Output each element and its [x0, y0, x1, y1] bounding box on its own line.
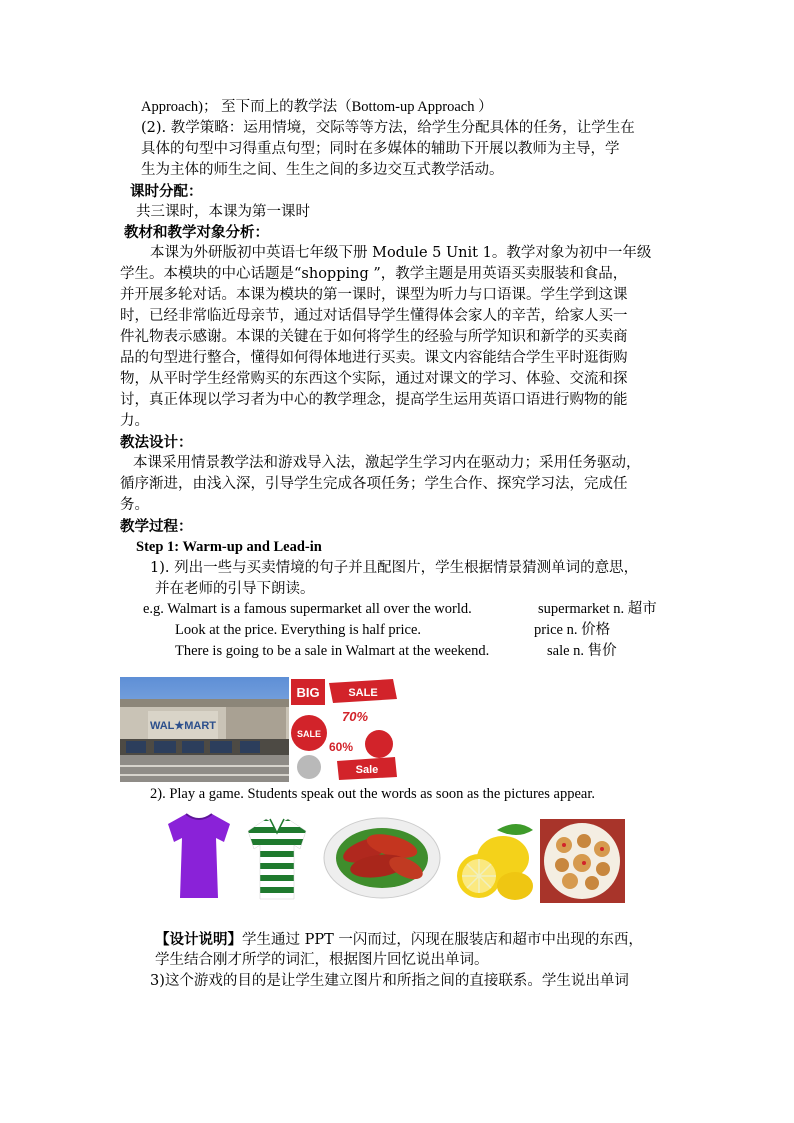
paragraph-line: 务。 — [120, 497, 149, 513]
example-word: supermarket n. 超市 — [538, 601, 657, 617]
cookies-image — [540, 819, 625, 903]
sausages-image — [322, 806, 443, 902]
lemons-image — [451, 818, 536, 903]
text-line: 2). Play a game. Students speak out the words as soon as the pictures appear. — [150, 786, 595, 802]
walmart-store-image — [120, 677, 289, 782]
example-sentence: There is going to be a sale in Walmart at the weekend. — [175, 643, 490, 659]
text-line: 生为主体的师生之间、生生之间的多边交互式教学活动。 — [141, 162, 504, 178]
design-note-text: 学生通过 PPT 一闪而过，闪现在服装店和超市中出现的东西， — [242, 932, 643, 948]
section-heading: 教学过程： — [120, 518, 193, 535]
big-label: BIG — [296, 685, 320, 700]
design-note-line — [155, 929, 643, 951]
section-heading: 教法设计： — [120, 434, 193, 451]
paragraph-line: 学生。本模块的中心话题是“shopping ”，教学主题是用英语买卖服装和食品， — [120, 266, 628, 282]
paragraph-line: 本课为外研版初中英语七年级下册 Module 5 Unit 1。教学对象为初中一年级 — [150, 245, 652, 261]
sixty-label: 60% — [328, 740, 354, 754]
paragraph-line: 循序渐进，由浅入深，引导学生完成各项任务；学生合作、探究学习法，完成任 — [120, 476, 628, 492]
sale-tag-label: SALE — [296, 729, 322, 739]
paragraph-line: 并开展多轮对话。本课为模块的第一课时，课型为听力与口语课。学生学到这课 — [120, 287, 628, 303]
seventy-label: 70% — [341, 709, 369, 724]
example-sentence: e.g. Walmart is a famous supermarket all over the world. — [143, 601, 472, 617]
text-line: Approach)； 至下而上的教学法（Bottom-up Approach ） — [141, 99, 493, 115]
example-word: price n. 价格 — [534, 622, 611, 638]
purple-tshirt-image — [164, 810, 234, 902]
text-line: 1). 列出一些与买卖情境的句子并且配图片，学生根据情景猜测单词的意思， — [150, 560, 639, 576]
design-note-label: 【设计说明】 — [155, 931, 242, 948]
sale-label: SALE — [348, 687, 378, 699]
sale-badges-image — [289, 677, 400, 782]
text-line: 3)这个游戏的目的是让学生建立图片和所指之间的直接联系。学生说出单词 — [150, 973, 629, 989]
paragraph-line: 物，从平时学生经常购买的东西这个实际，通过对课文的学习、体验、交流和探 — [120, 371, 628, 387]
text-line: 具体的句型中习得重点句型；同时在多媒体的辅助下开展以教师为主导，学 — [141, 141, 620, 157]
section-heading: 课时分配： — [130, 183, 203, 200]
text-line: (2). 教学策略：运用情境，交际等等方法，给学生分配具体的任务，让学生在 — [141, 120, 635, 136]
paragraph-line: 时，已经非常临近母亲节，通过对话倡导学生懂得体会家人的辛苦，给家人买一 — [120, 308, 628, 324]
paragraph-line: 力。 — [120, 413, 149, 429]
paragraph-line: 本课采用情景教学法和游戏导入法，激起学生学习内在驱动力；采用任务驱动， — [133, 455, 641, 471]
store-sign-text: WAL★MART — [149, 720, 217, 732]
paragraph-line: 讨，真正体现以学习者为中心的教学理念，提高学生运用英语口语进行购物的能 — [120, 392, 628, 408]
text-line: 并在老师的引导下朗读。 — [155, 581, 315, 597]
example-sentence: Look at the price. Everything is half price. — [175, 622, 422, 638]
sale-small-label: Sale — [355, 764, 379, 776]
step-heading: Step 1: Warm-up and Lead-in — [136, 539, 322, 555]
section-heading: 教材和教学对象分析： — [124, 224, 269, 241]
example-word: sale n. 售价 — [547, 643, 617, 659]
paragraph-line: 件礼物表示感谢。本课的关键在于如何将学生的经验与所学知识和新学的买卖商 — [120, 329, 628, 345]
striped-polo-image — [246, 815, 308, 901]
text-line: 学生结合刚才所学的词汇，根据图片回忆说出单词。 — [155, 952, 489, 968]
paragraph-line: 品的句型进行整合，懂得如何得体地进行买卖。课文内容能结合学生平时逛街购 — [120, 350, 628, 366]
text-line: 共三课时，本课为第一课时 — [136, 204, 310, 220]
